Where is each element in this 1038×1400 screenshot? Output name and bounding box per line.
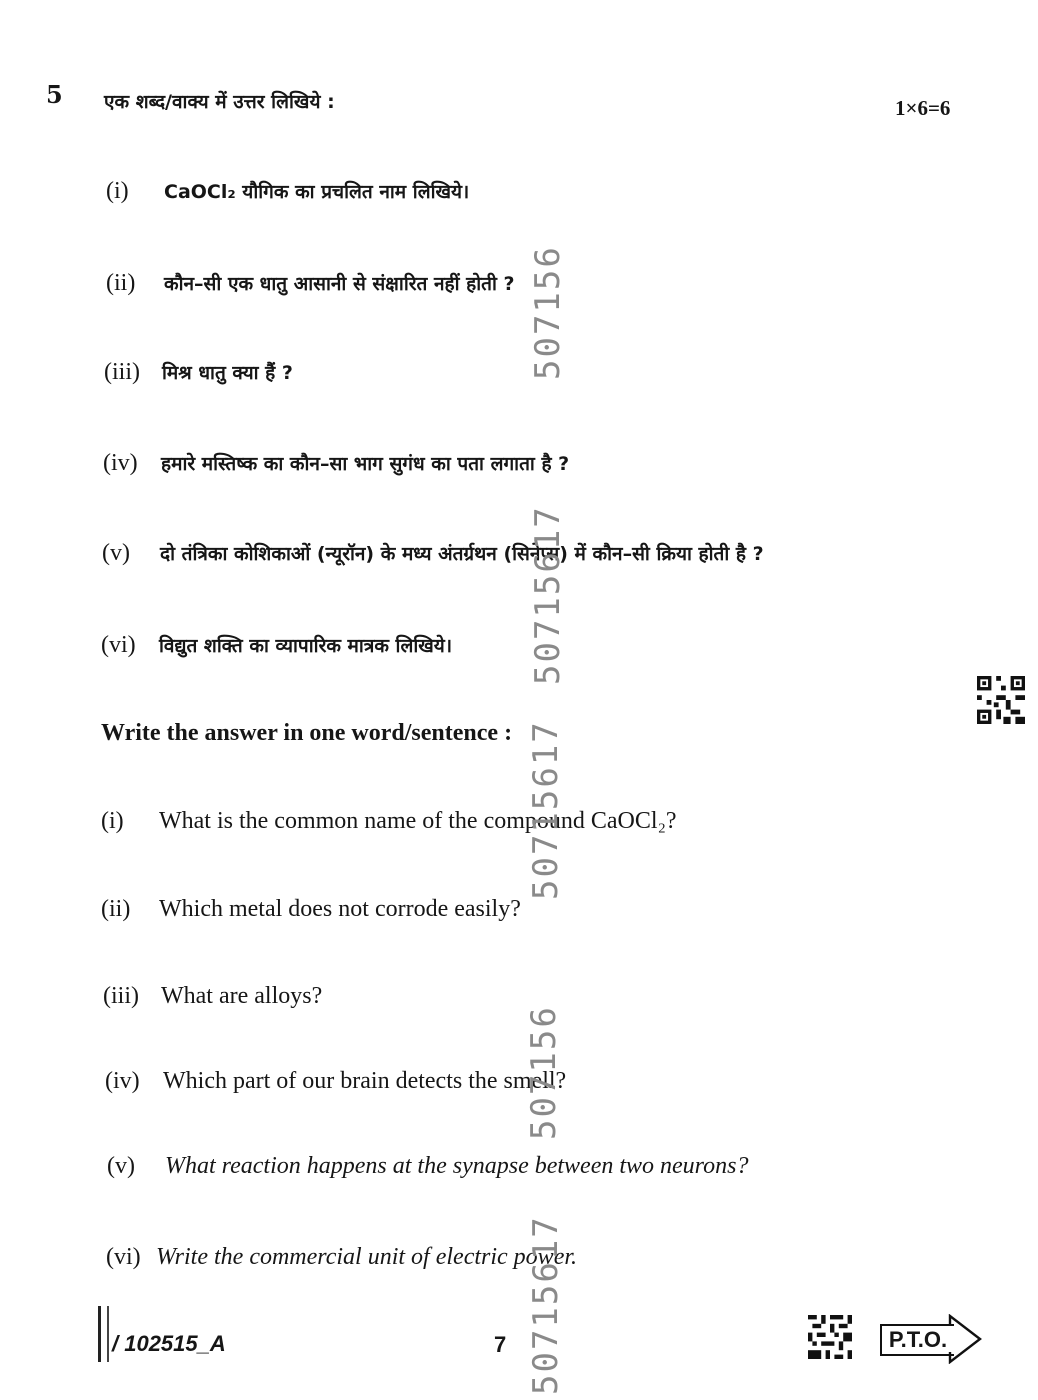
- watermark-stamp: 507156: [524, 1005, 564, 1140]
- margin-mark: [98, 1306, 109, 1362]
- item-label: (v): [107, 1153, 135, 1179]
- item-label: (vi): [106, 1244, 141, 1270]
- item-label: (iv): [103, 450, 138, 476]
- hindi-item-6: [101, 632, 452, 659]
- hindi-item-3: [104, 359, 293, 386]
- item-text: Which part of our brain detects the smell?: [163, 1068, 567, 1094]
- item-label: (ii): [101, 896, 131, 922]
- item-label: (iii): [103, 983, 139, 1009]
- watermark-stamp: 50715617: [526, 1215, 566, 1395]
- marks-allotted: 1×6=6: [895, 96, 951, 120]
- item-text: हमारे मस्तिष्क का कौन–सा भाग सुगंध का पता लगाता है ?: [161, 453, 570, 475]
- item-label: (iv): [105, 1068, 140, 1094]
- item-label: (vi): [101, 632, 136, 658]
- item-text: What is the common name of the compound CaOCl₂?: [159, 808, 677, 834]
- item-label: (iii): [104, 359, 140, 385]
- hindi-item-4: [103, 450, 569, 477]
- english-item-6: [106, 1244, 577, 1271]
- watermark-stamp: 507156: [528, 245, 568, 380]
- item-text: What reaction happens at the synapse between two neurons?: [165, 1153, 749, 1179]
- paper-code: / 102515_A: [112, 1331, 226, 1356]
- pto-label: P.T.O.: [880, 1324, 954, 1356]
- qr-code-icon: [976, 676, 1026, 724]
- english-instruction: Write the answer in one word/sentence :: [101, 720, 513, 746]
- item-text: What are alloys?: [161, 983, 323, 1009]
- item-text: कौन–सी एक धातु आसानी से संक्षारित नहीं होती ?: [164, 273, 515, 295]
- english-item-3: [103, 983, 322, 1010]
- hindi-item-5: [102, 540, 764, 567]
- page-number: 7: [494, 1332, 507, 1357]
- item-text: विद्युत शक्ति का व्यापारिक मात्रक लिखिये।: [159, 635, 453, 657]
- watermark-stamp: 50715617: [526, 720, 566, 900]
- item-text: मिश्र धातु क्या हैं ?: [162, 362, 293, 384]
- item-label: (v): [102, 540, 130, 566]
- question-number: 5: [46, 80, 63, 109]
- item-text: CaOCl₂ यौगिक का प्रचलित नाम लिखिये।: [164, 181, 470, 203]
- item-text: Write the commercial unit of electric power.: [156, 1244, 578, 1270]
- item-text: दो तंत्रिका कोशिकाओं (न्यूरॉन) के मध्य अंतर्ग्रथन (सिनेप्स) में कौन–सी क्रिया होती है ?: [160, 543, 764, 565]
- item-label: (i): [106, 178, 129, 204]
- watermark-stamp: 50715617: [528, 505, 568, 685]
- qr-code-icon: [808, 1314, 852, 1360]
- english-item-5: [107, 1153, 748, 1180]
- hindi-item-2: [106, 270, 515, 297]
- english-item-4: [105, 1068, 566, 1095]
- item-label: (ii): [106, 270, 136, 296]
- english-item-1: [101, 808, 677, 835]
- english-item-2: [101, 896, 521, 923]
- item-label: (i): [101, 808, 124, 834]
- hindi-instruction: एक शब्द/वाक्य में उत्तर लिखिये :: [104, 91, 335, 113]
- hindi-item-1: [106, 178, 469, 205]
- arrow-right-icon: [948, 1314, 984, 1364]
- item-text: Which metal does not corrode easily?: [159, 896, 521, 922]
